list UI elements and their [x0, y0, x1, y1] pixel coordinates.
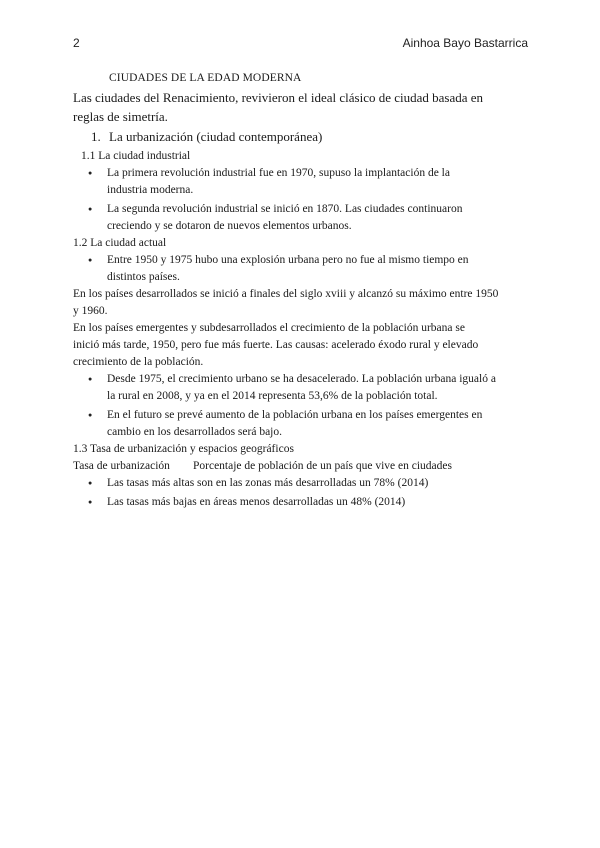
subsection-heading: 1.1 La ciudad industrial: [81, 150, 191, 162]
text-line: creciendo y se dotaron de nuevos elementos urbanos.: [107, 220, 352, 232]
definition-term: Tasa de urbanización: [73, 460, 170, 472]
text-line: ● La segunda revolución industrial se inició en 1870. Las ciudades continuaron: [107, 203, 463, 215]
text-line: ● En el futuro se prevé aumento de la población urbana en los países emergentes en: [107, 409, 483, 421]
intro-paragraph: [73, 88, 533, 126]
list-item: [73, 407, 533, 441]
definition-line: [73, 458, 533, 475]
text-line: industria moderna.: [107, 184, 194, 196]
bullet-list: [73, 475, 533, 511]
text-line: inició más tarde, 1950, pero fue más fuerte. Las causas: acelerado éxodo rural y elevado: [73, 339, 479, 351]
text-line: y 1960.: [73, 305, 108, 317]
list-item: [73, 201, 533, 235]
text-line: cambio en los desarrollados será bajo.: [107, 426, 282, 438]
definition-text: Porcentaje de población de un país que vive en ciudades: [193, 460, 452, 472]
section-title: La urbanización (ciudad contemporánea): [109, 129, 323, 144]
section-heading: [91, 127, 533, 146]
text-line: En los países desarrollados se inició a finales del siglo xviii y alcanzó su máximo entre 1950: [73, 288, 499, 300]
text-line: crecimiento de la población.: [73, 356, 204, 368]
list-item: ● Las tasas más altas son en las zonas más desarrolladas un 78% (2014): [73, 475, 533, 492]
text-line: ● La primera revolución industrial fue en 1970, supuso la implantación de la: [107, 167, 450, 179]
text-line: reglas de simetría.: [73, 109, 168, 124]
text-line: Las ciudades del Renacimiento, revivieron el ideal clásico de ciudad basada en: [73, 90, 484, 105]
list-item: [73, 371, 533, 405]
page-title: CIUDADES DE LA EDAD MODERNA: [109, 72, 302, 84]
text-line: ● Entre 1950 y 1975 hubo una explosión urbana pero no fue al mismo tiempo en: [107, 254, 469, 266]
paragraph: [73, 320, 533, 371]
list-item: [73, 165, 533, 199]
text-line: En los países emergentes y subdesarrollados el crecimiento de la población urbana se: [73, 322, 465, 334]
author-name: Ainhoa Bayo Bastarrica: [402, 36, 528, 50]
document-body: [73, 70, 533, 511]
bullet-list: [73, 165, 533, 235]
list-item: [73, 252, 533, 286]
subsection-heading: 1.3 Tasa de urbanización y espacios geográficos: [73, 443, 294, 455]
subsection-heading: 1.2 La ciudad actual: [73, 237, 167, 249]
page-number: 2: [73, 36, 80, 50]
bullet-list: [73, 252, 533, 286]
text-line: distintos países.: [107, 271, 180, 283]
list-item: ● Las tasas más bajas en áreas menos desarrolladas un 48% (2014): [73, 494, 533, 511]
paragraph: [73, 286, 533, 320]
section-number: 1.: [91, 129, 101, 144]
text-line: ● Desde 1975, el crecimiento urbano se ha desacelerado. La población urbana igualó a: [107, 373, 496, 385]
text-line: la rural en 2008, y ya en el 2014 representa 53,6% de la población total.: [107, 390, 438, 402]
bullet-list: [73, 371, 533, 441]
